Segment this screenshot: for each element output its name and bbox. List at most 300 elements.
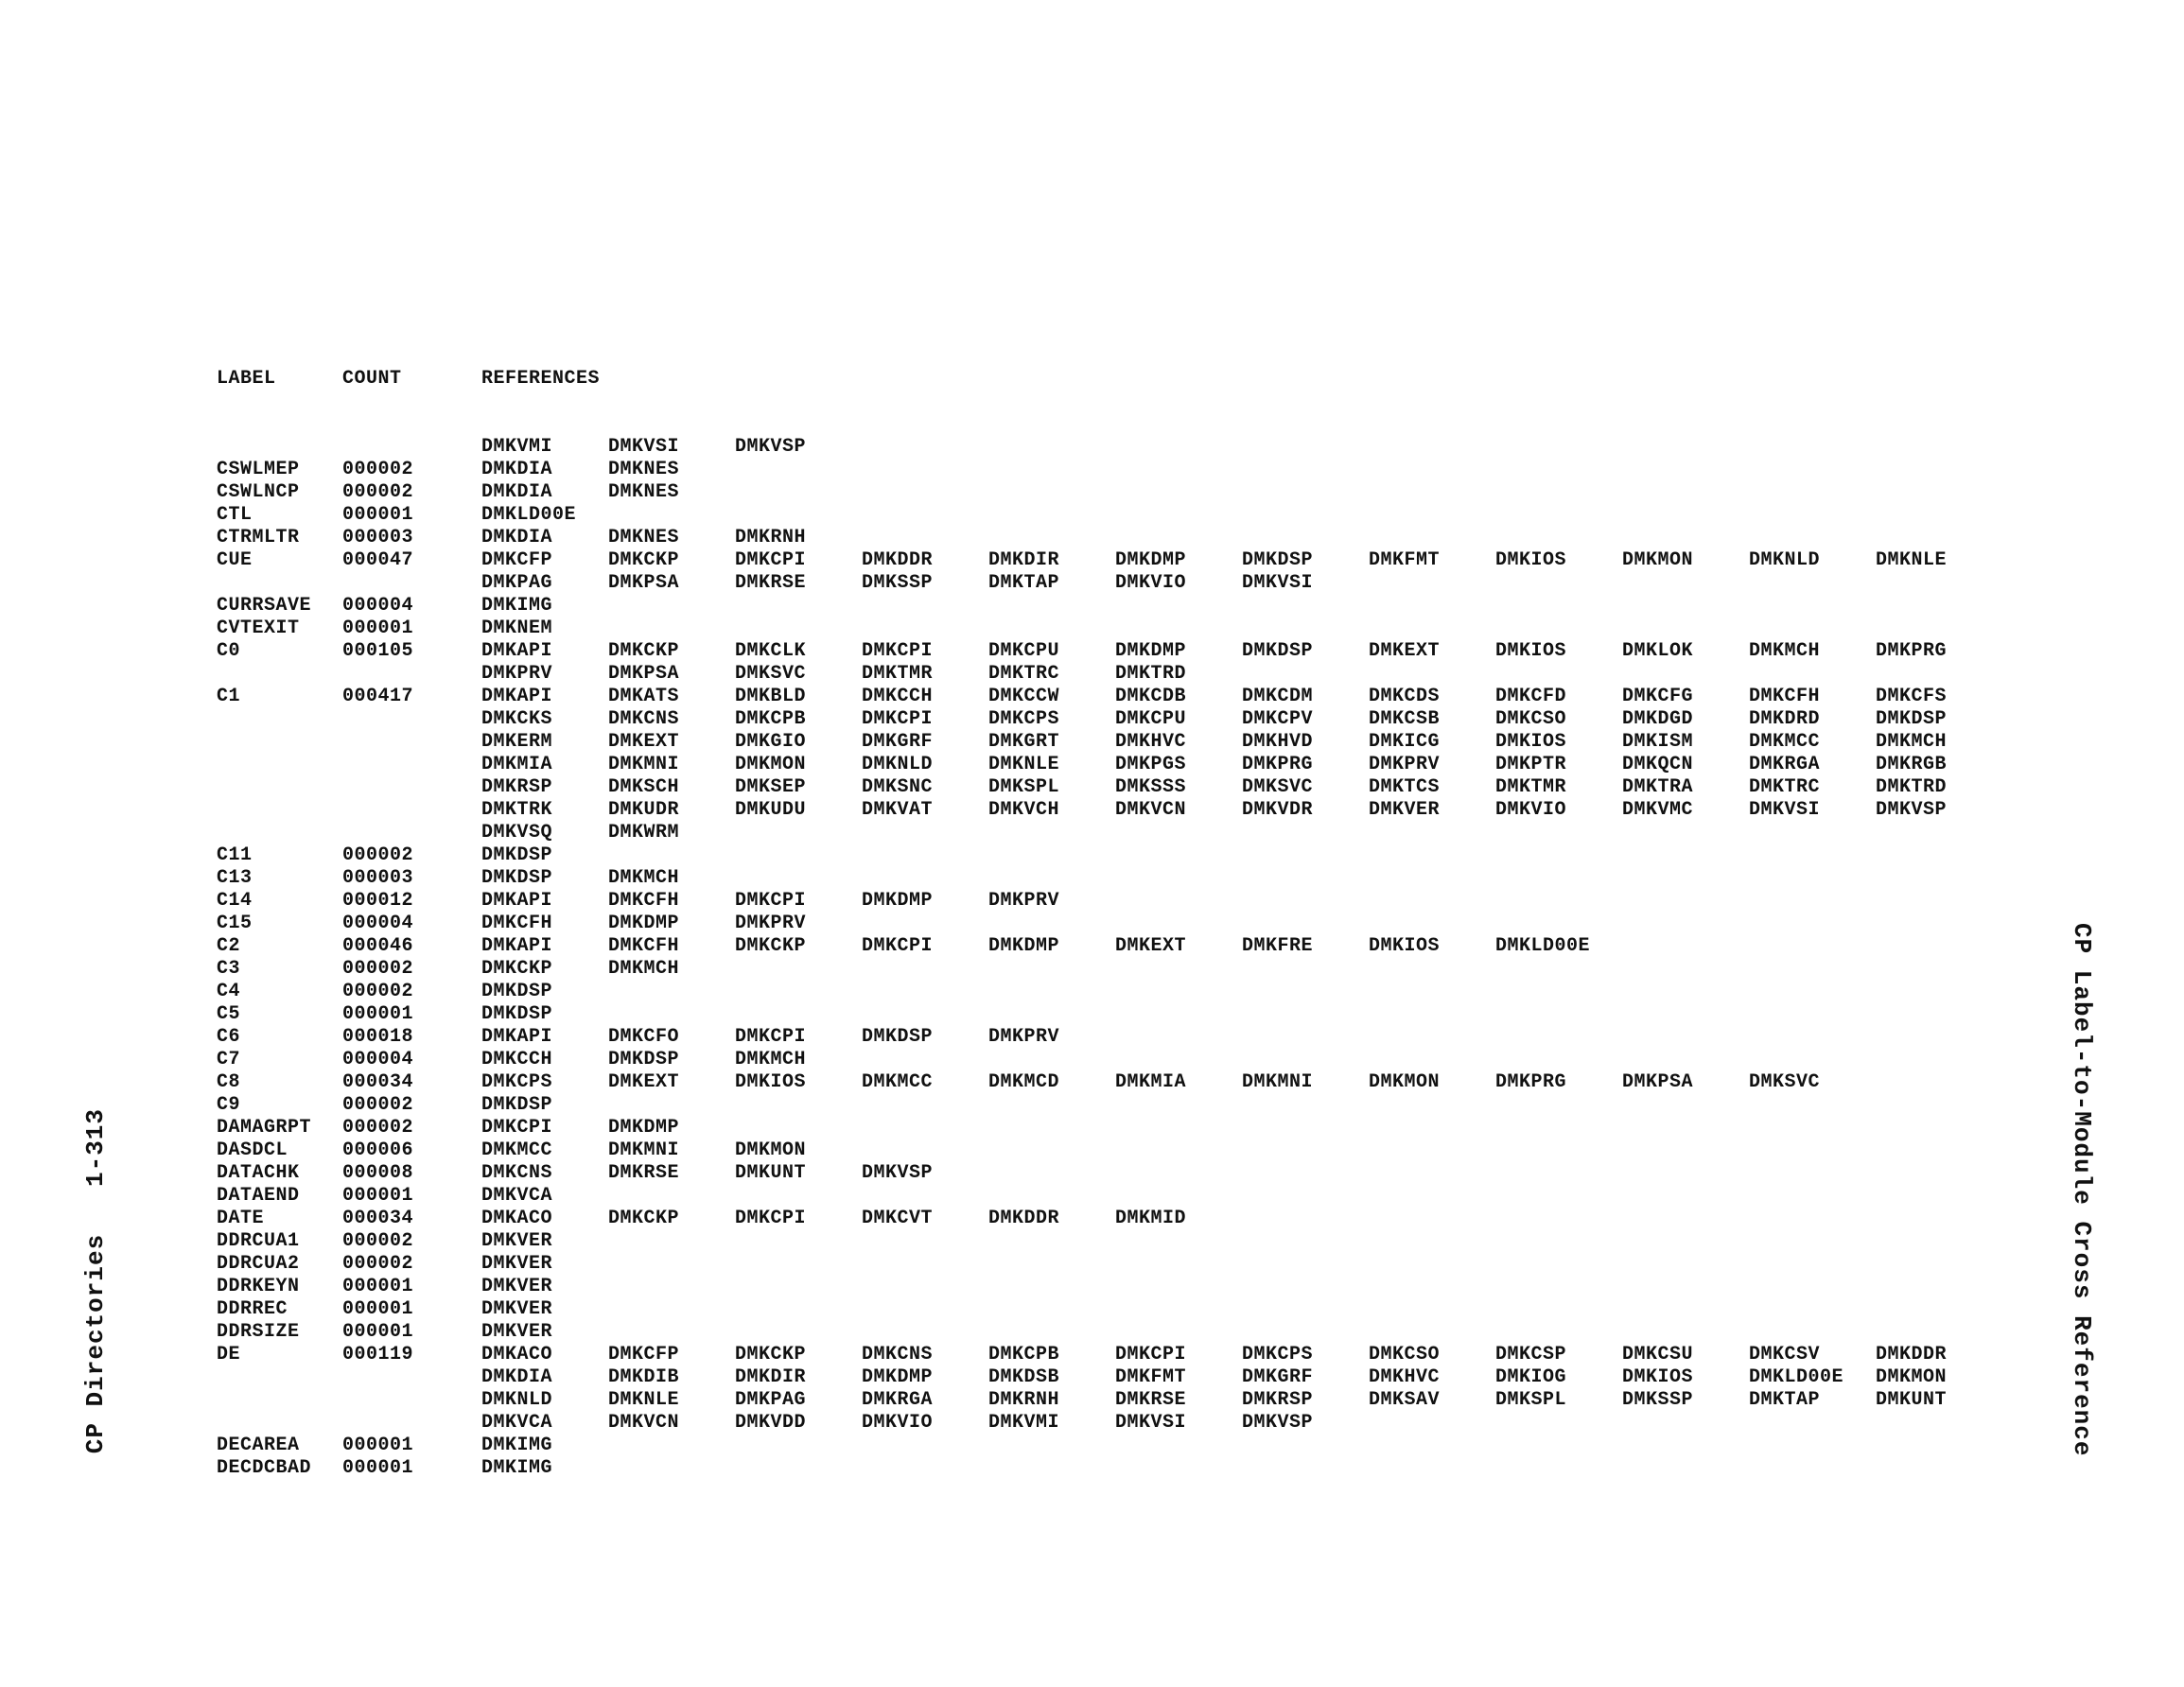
module-reference: DMKPSA: [608, 663, 680, 685]
module-reference: DMKVER: [481, 1321, 553, 1343]
module-reference: DMKERM: [481, 731, 553, 753]
row-references: [481, 1253, 2014, 1276]
module-reference: DMKSVC: [735, 663, 807, 685]
module-reference: DMKDSP: [1876, 708, 1948, 730]
row-label: DDRCUA2: [217, 1253, 300, 1275]
module-reference: DMKVSI: [1749, 799, 1821, 821]
row-references: [481, 481, 2014, 504]
module-reference: DMKCPI: [735, 1208, 807, 1229]
module-reference: DMKVSP: [735, 436, 807, 458]
module-reference: DMKGRT: [988, 731, 1060, 753]
module-reference: DMKMCH: [1876, 731, 1948, 753]
row-label: C6: [217, 1026, 241, 1048]
module-reference: DMKSSP: [1622, 1389, 1694, 1411]
row-count: 000002: [342, 958, 414, 980]
module-reference: DMKVSP: [1876, 799, 1948, 821]
module-reference: DMKEXT: [1369, 640, 1441, 662]
row-references: [481, 686, 2014, 708]
row-count: 000018: [342, 1026, 414, 1048]
module-reference: DMKCPI: [1115, 1344, 1187, 1365]
row-references: [481, 1389, 2014, 1412]
module-reference: DMKCPB: [988, 1344, 1060, 1365]
module-reference: DMKIOS: [1495, 640, 1567, 662]
module-reference: DMKFMT: [1115, 1366, 1187, 1388]
module-reference: DMKPRV: [1369, 754, 1441, 775]
module-reference: DMKMCC: [481, 1139, 553, 1161]
row-count: 000001: [342, 1003, 414, 1025]
module-reference: DMKDMP: [862, 890, 934, 912]
module-reference: DMKPSA: [608, 572, 680, 594]
row-references: [481, 844, 2014, 867]
module-reference: DMKCSU: [1622, 1344, 1694, 1365]
module-reference: DMKMON: [735, 754, 807, 775]
row-label: CSWLNCP: [217, 481, 300, 503]
module-reference: DMKMON: [1369, 1071, 1441, 1093]
row-references: [481, 981, 2014, 1003]
row-references: [481, 1412, 2014, 1435]
module-reference: DMKMCH: [608, 867, 680, 889]
module-reference: DMKCPI: [735, 890, 807, 912]
row-label: C13: [217, 867, 253, 889]
row-count: 000003: [342, 527, 414, 548]
module-reference: DMKVSI: [608, 436, 680, 458]
module-reference: DMKCPI: [735, 1026, 807, 1048]
module-reference: DMKCPB: [735, 708, 807, 730]
module-reference: DMKDMP: [608, 913, 680, 934]
row-references: [481, 1071, 2014, 1094]
module-reference: DMKBLD: [735, 686, 807, 707]
module-reference: DMKSPL: [1495, 1389, 1567, 1411]
module-reference: DMKCKP: [608, 549, 680, 571]
module-reference: DMKNES: [608, 481, 680, 503]
row-count: 000002: [342, 459, 414, 480]
header-label: LABEL: [217, 368, 276, 390]
row-label: DASDCL: [217, 1139, 288, 1161]
running-title: CP Label-to-Module Cross Reference: [2068, 923, 2096, 1457]
row-count: 000004: [342, 1049, 414, 1070]
row-count: 000003: [342, 867, 414, 889]
row-count: 000002: [342, 844, 414, 866]
module-reference: DMKCPV: [1242, 708, 1314, 730]
row-count: 000002: [342, 1094, 414, 1116]
row-label: DDRKEYN: [217, 1276, 300, 1297]
module-reference: DMKSPL: [988, 776, 1060, 798]
module-reference: DMKCCW: [988, 686, 1060, 707]
module-reference: DMKMON: [735, 1139, 807, 1161]
row-references: [481, 799, 2014, 822]
module-reference: DMKPRG: [1242, 754, 1314, 775]
row-count: 000001: [342, 504, 414, 526]
module-reference: DMKPRV: [988, 1026, 1060, 1048]
module-reference: DMKIOS: [735, 1071, 807, 1093]
module-reference: DMKVSQ: [481, 822, 553, 844]
module-reference: DMKVSP: [862, 1162, 934, 1184]
module-reference: DMKVDR: [1242, 799, 1314, 821]
row-label: C4: [217, 981, 241, 1002]
row-references: [481, 1185, 2014, 1208]
row-references: [481, 754, 2014, 776]
module-reference: DMKNES: [608, 459, 680, 480]
row-references: [481, 822, 2014, 844]
module-reference: DMKSNC: [862, 776, 934, 798]
module-reference: DMKPRG: [1495, 1071, 1567, 1093]
module-reference: DMKNLD: [481, 1389, 553, 1411]
module-reference: DMKPRV: [988, 890, 1060, 912]
module-reference: DMKCPI: [862, 640, 934, 662]
row-count: 000006: [342, 1139, 414, 1161]
module-reference: DMKCFH: [608, 890, 680, 912]
row-references: [481, 958, 2014, 981]
module-reference: DMKVER: [481, 1276, 553, 1297]
row-label: C1: [217, 686, 241, 707]
module-reference: DMKCKP: [608, 1208, 680, 1229]
row-count: 000047: [342, 549, 414, 571]
module-reference: DMKSVC: [1242, 776, 1314, 798]
module-reference: DMKTRD: [1876, 776, 1948, 798]
module-reference: DMKNEM: [481, 617, 553, 639]
module-reference: DMKDSP: [481, 867, 553, 889]
module-reference: DMKPRG: [1876, 640, 1948, 662]
module-reference: DMKDMP: [608, 1117, 680, 1139]
module-reference: DMKMNI: [608, 1139, 680, 1161]
module-reference: DMKLOK: [1622, 640, 1694, 662]
module-reference: DMKCPU: [988, 640, 1060, 662]
module-reference: DMKVSI: [1242, 572, 1314, 594]
row-count: 000002: [342, 1253, 414, 1275]
module-reference: DMKTMR: [862, 663, 934, 685]
row-references: [481, 459, 2014, 481]
row-label: C0: [217, 640, 241, 662]
module-reference: DMKGIO: [735, 731, 807, 753]
module-reference: DMKCDB: [1115, 686, 1187, 707]
row-references: [481, 1298, 2014, 1321]
module-reference: DMKPSA: [1622, 1071, 1694, 1093]
module-reference: DMKDRD: [1749, 708, 1821, 730]
module-reference: DMKVMI: [481, 436, 553, 458]
module-reference: DMKHVD: [1242, 731, 1314, 753]
row-references: [481, 935, 2014, 958]
module-reference: DMKTRC: [1749, 776, 1821, 798]
module-reference: DMKISM: [1622, 731, 1694, 753]
module-reference: DMKTMR: [1495, 776, 1567, 798]
row-references: [481, 572, 2014, 595]
module-reference: DMKFMT: [1369, 549, 1441, 571]
module-reference: DMKCSB: [1369, 708, 1441, 730]
row-label: C7: [217, 1049, 241, 1070]
module-reference: DMKCNS: [862, 1344, 934, 1365]
row-references: [481, 890, 2014, 913]
row-count: 000008: [342, 1162, 414, 1184]
module-reference: DMKSAV: [1369, 1389, 1441, 1411]
row-label: C14: [217, 890, 253, 912]
row-references: [481, 1003, 2014, 1026]
row-references: [481, 1049, 2014, 1071]
module-reference: DMKCKP: [608, 640, 680, 662]
module-reference: DMKDMP: [1115, 549, 1187, 571]
row-references: [481, 1094, 2014, 1117]
module-reference: DMKACO: [481, 1208, 553, 1229]
module-reference: DMKTCS: [1369, 776, 1441, 798]
module-reference: DMKTRA: [1622, 776, 1694, 798]
module-reference: DMKDGD: [1622, 708, 1694, 730]
module-reference: DMKSCH: [608, 776, 680, 798]
module-reference: DMKIMG: [481, 595, 553, 617]
module-reference: DMKSEP: [735, 776, 807, 798]
row-count: 000001: [342, 1321, 414, 1343]
row-references: [481, 1208, 2014, 1230]
module-reference: DMKRGA: [1749, 754, 1821, 775]
module-reference: DMKMON: [1876, 1366, 1948, 1388]
row-references: [481, 913, 2014, 935]
row-label: DAMAGRPT: [217, 1117, 312, 1139]
module-reference: DMKDIA: [481, 1366, 553, 1388]
module-reference: DMKIMG: [481, 1435, 553, 1456]
module-reference: DMKDSP: [481, 844, 553, 866]
row-references: [481, 731, 2014, 754]
module-reference: DMKMCC: [862, 1071, 934, 1093]
row-label: CVTEXIT: [217, 617, 300, 639]
module-reference: DMKPTR: [1495, 754, 1567, 775]
module-reference: DMKACO: [481, 1344, 553, 1365]
module-reference: DMKCCH: [862, 686, 934, 707]
module-reference: DMKDIA: [481, 527, 553, 548]
module-reference: DMKNLE: [988, 754, 1060, 775]
module-reference: DMKDSP: [1242, 549, 1314, 571]
module-reference: DMKUDR: [608, 799, 680, 821]
module-reference: DMKMCH: [1749, 640, 1821, 662]
row-references: [481, 1026, 2014, 1049]
row-count: 000001: [342, 1276, 414, 1297]
module-reference: DMKCFS: [1876, 686, 1948, 707]
module-reference: DMKUDU: [735, 799, 807, 821]
row-label: DATAEND: [217, 1185, 300, 1207]
module-reference: DMKGRF: [862, 731, 934, 753]
module-reference: DMKEXT: [608, 1071, 680, 1093]
module-reference: DMKMCC: [1749, 731, 1821, 753]
module-reference: DMKVIO: [862, 1412, 934, 1434]
row-references: [481, 504, 2014, 527]
row-references: [481, 1344, 2014, 1366]
module-reference: DMKCNS: [608, 708, 680, 730]
module-reference: DMKTAP: [1749, 1389, 1821, 1411]
module-reference: DMKDDR: [862, 549, 934, 571]
module-reference: DMKCCH: [481, 1049, 553, 1070]
module-reference: DMKDDR: [1876, 1344, 1948, 1365]
module-reference: DMKDMP: [988, 935, 1060, 957]
row-count: 000034: [342, 1208, 414, 1229]
row-count: 000002: [342, 1230, 414, 1252]
module-reference: DMKSSP: [862, 572, 934, 594]
row-references: [481, 1230, 2014, 1253]
module-reference: DMKVCN: [1115, 799, 1187, 821]
module-reference: DMKDMP: [862, 1366, 934, 1388]
module-reference: DMKDDR: [988, 1208, 1060, 1229]
module-reference: DMKMCD: [988, 1071, 1060, 1093]
module-reference: DMKAPI: [481, 890, 553, 912]
module-reference: DMKRNH: [735, 527, 807, 548]
module-reference: DMKCVT: [862, 1208, 934, 1229]
module-reference: DMKCKP: [481, 958, 553, 980]
module-reference: DMKRGB: [1876, 754, 1948, 775]
row-references: [481, 527, 2014, 549]
row-references: [481, 436, 2014, 459]
row-references: [481, 663, 2014, 686]
row-references: [481, 1321, 2014, 1344]
module-reference: DMKUNT: [1876, 1389, 1948, 1411]
module-reference: DMKDSP: [862, 1026, 934, 1048]
module-reference: DMKMNI: [1242, 1071, 1314, 1093]
module-reference: DMKEXT: [608, 731, 680, 753]
module-reference: DMKNES: [608, 527, 680, 548]
row-references: [481, 617, 2014, 640]
row-count: 000034: [342, 1071, 414, 1093]
row-label: CURRSAVE: [217, 595, 312, 617]
module-reference: DMKAPI: [481, 1026, 553, 1048]
row-label: CUE: [217, 549, 253, 571]
module-reference: DMKDSP: [481, 1003, 553, 1025]
module-reference: DMKVCH: [988, 799, 1060, 821]
module-reference: DMKCFO: [608, 1026, 680, 1048]
row-label: DECAREA: [217, 1435, 300, 1456]
module-reference: DMKIOG: [1495, 1366, 1567, 1388]
module-reference: DMKCFP: [608, 1344, 680, 1365]
module-reference: DMKVCA: [481, 1185, 553, 1207]
module-reference: DMKNLE: [1876, 549, 1948, 571]
module-reference: DMKCNS: [481, 1162, 553, 1184]
module-reference: DMKNLD: [1749, 549, 1821, 571]
module-reference: DMKDSP: [481, 981, 553, 1002]
row-count: 000119: [342, 1344, 414, 1365]
module-reference: DMKRSP: [481, 776, 553, 798]
module-reference: DMKCKP: [735, 1344, 807, 1365]
row-label: C9: [217, 1094, 241, 1116]
module-reference: DMKDIA: [481, 481, 553, 503]
row-references: [481, 776, 2014, 799]
module-reference: DMKDIA: [481, 459, 553, 480]
module-reference: DMKTRC: [988, 663, 1060, 685]
row-label: C2: [217, 935, 241, 957]
module-reference: DMKRSE: [608, 1162, 680, 1184]
module-reference: DMKCSV: [1749, 1344, 1821, 1365]
module-reference: DMKPAG: [481, 572, 553, 594]
module-reference: DMKCPS: [1242, 1344, 1314, 1365]
row-label: DDRREC: [217, 1298, 288, 1320]
row-count: 000105: [342, 640, 414, 662]
module-reference: DMKVSI: [1115, 1412, 1187, 1434]
module-reference: DMKCPI: [862, 935, 934, 957]
module-reference: DMKRSE: [1115, 1389, 1187, 1411]
module-reference: DMKQCN: [1622, 754, 1694, 775]
module-reference: DMKVER: [481, 1298, 553, 1320]
page-number: 1-313: [81, 1108, 110, 1188]
module-reference: DMKMIA: [481, 754, 553, 775]
row-label: DECDCBAD: [217, 1457, 312, 1479]
row-label: DATE: [217, 1208, 265, 1229]
module-reference: DMKRNH: [988, 1389, 1060, 1411]
row-count: 000004: [342, 913, 414, 934]
row-label: C8: [217, 1071, 241, 1093]
row-count: 000001: [342, 1457, 414, 1479]
module-reference: DMKVER: [481, 1230, 553, 1252]
row-label: CTL: [217, 504, 253, 526]
row-label: CTRMLTR: [217, 527, 300, 548]
row-references: [481, 1162, 2014, 1185]
module-reference: DMKCSO: [1369, 1344, 1441, 1365]
module-reference: DMKVIO: [1115, 572, 1187, 594]
row-count: 000001: [342, 1185, 414, 1207]
module-reference: DMKRGA: [862, 1389, 934, 1411]
module-reference: DMKICG: [1369, 731, 1441, 753]
module-reference: DMKMID: [1115, 1208, 1187, 1229]
row-label: C3: [217, 958, 241, 980]
module-reference: DMKUNT: [735, 1162, 807, 1184]
module-reference: DMKATS: [608, 686, 680, 707]
module-reference: DMKDIB: [608, 1366, 680, 1388]
module-reference: DMKDSP: [481, 1094, 553, 1116]
module-reference: DMKVER: [481, 1253, 553, 1275]
module-reference: DMKDIR: [988, 549, 1060, 571]
module-reference: DMKPAG: [735, 1389, 807, 1411]
module-reference: DMKNLE: [608, 1389, 680, 1411]
module-reference: DMKDSB: [988, 1366, 1060, 1388]
row-label: DDRSIZE: [217, 1321, 300, 1343]
module-reference: DMKHVC: [1369, 1366, 1441, 1388]
module-reference: DMKCPI: [481, 1117, 553, 1139]
module-reference: DMKCKS: [481, 708, 553, 730]
module-reference: DMKIOS: [1622, 1366, 1694, 1388]
module-reference: DMKCPS: [481, 1071, 553, 1093]
module-reference: DMKCPS: [988, 708, 1060, 730]
row-references: [481, 1457, 2014, 1480]
module-reference: DMKVSP: [1242, 1412, 1314, 1434]
row-count: 000004: [342, 595, 414, 617]
row-label: C15: [217, 913, 253, 934]
row-count: 000046: [342, 935, 414, 957]
row-count: 000012: [342, 890, 414, 912]
module-reference: DMKVAT: [862, 799, 934, 821]
row-label: DDRCUA1: [217, 1230, 300, 1252]
module-reference: DMKHVC: [1115, 731, 1187, 753]
module-reference: DMKLD00E: [1495, 935, 1591, 957]
module-reference: DMKIOS: [1495, 731, 1567, 753]
module-reference: DMKSSS: [1115, 776, 1187, 798]
row-label: DATACHK: [217, 1162, 300, 1184]
module-reference: DMKDMP: [1115, 640, 1187, 662]
module-reference: DMKWRM: [608, 822, 680, 844]
module-reference: DMKCFH: [1749, 686, 1821, 707]
module-reference: DMKTRK: [481, 799, 553, 821]
module-reference: DMKPRV: [735, 913, 807, 934]
module-reference: DMKMCH: [608, 958, 680, 980]
module-reference: DMKCSP: [1495, 1344, 1567, 1365]
module-reference: DMKVMI: [988, 1412, 1060, 1434]
module-reference: DMKCPI: [735, 549, 807, 571]
module-reference: DMKVER: [1369, 799, 1441, 821]
row-label: DE: [217, 1344, 241, 1365]
module-reference: DMKIOS: [1495, 549, 1567, 571]
row-label: C5: [217, 1003, 241, 1025]
section-title: CP Directories: [81, 1233, 110, 1454]
header-count: COUNT: [342, 368, 402, 390]
module-reference: DMKFRE: [1242, 935, 1314, 957]
row-count: 000417: [342, 686, 414, 707]
module-reference: DMKSVC: [1749, 1071, 1821, 1093]
module-reference: DMKCPU: [1115, 708, 1187, 730]
module-reference: DMKGRF: [1242, 1366, 1314, 1388]
row-references: [481, 867, 2014, 890]
module-reference: DMKCKP: [735, 935, 807, 957]
row-references: [481, 549, 2014, 572]
